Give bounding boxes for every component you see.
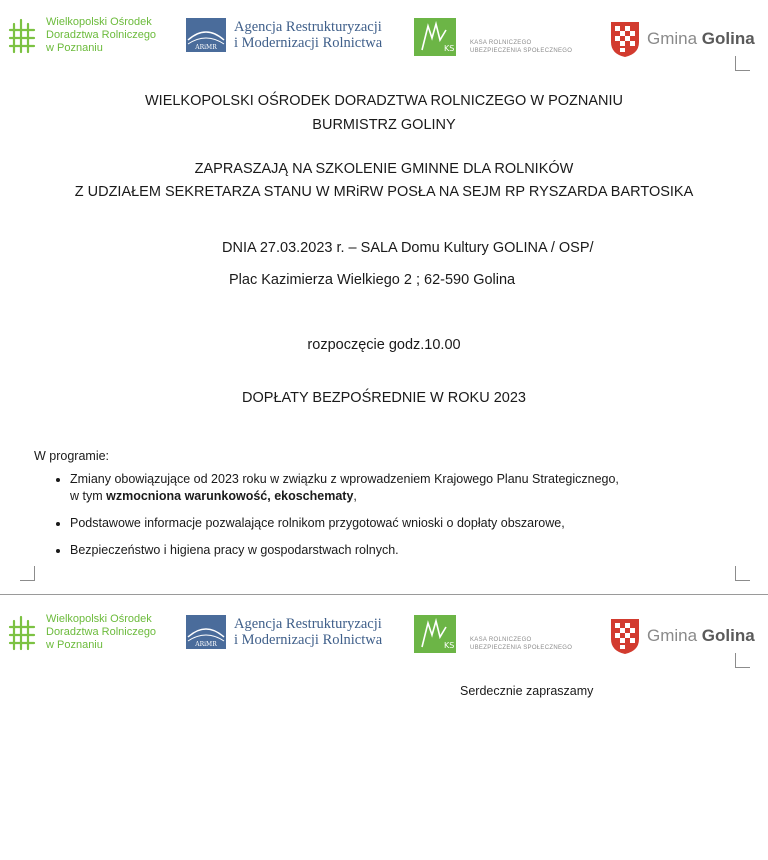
- svg-text:KS: KS: [444, 44, 455, 53]
- krus-logo: [414, 615, 572, 653]
- organizer-line: WIELKOPOLSKI OŚRODEK DORADZTWA ROLNICZEGO W POZNANIU: [144, 93, 624, 109]
- program-item-1a: Zmiany obowiązujące od 2023 roku w związku z wprowadzeniem Krajowego Planu Strategicznego,: [70, 472, 619, 486]
- golina-name: [647, 626, 755, 646]
- golina-name-bold: Golina: [701, 626, 755, 645]
- program-label: W programie:: [34, 449, 110, 463]
- wodr-line3: w Poznaniu: [46, 42, 103, 54]
- training-topic: DOPŁATY BEZPOŚREDNIE W ROKU 2023: [242, 390, 526, 406]
- page-divider: [0, 594, 768, 595]
- arimr-emblem-icon: [186, 615, 226, 649]
- wodr-line1: Wielkopolski Ośrodek: [46, 613, 152, 625]
- arimr-line2: i Modernizacji Rolnictwa: [234, 35, 383, 51]
- golina-coat-of-arms-icon: [609, 617, 641, 655]
- wodr-logo: [8, 16, 156, 55]
- program-item-2: Podstawowe informacje pozwalające rolnikom przygotować wnioski o dopłaty obszarowe,: [70, 516, 565, 530]
- event-date-venue: DNIA 27.03.2023 r. – SALA Domu Kultury GOLINA / OSP/: [222, 240, 594, 256]
- golina-coat-of-arms-icon: [609, 20, 641, 58]
- svg-text:ARiMR: ARiMR: [195, 44, 217, 51]
- krus-line2: UBEZPIECZENIA SPOŁECZNEGO: [470, 48, 573, 54]
- organizer-line: BURMISTRZ GOLINY: [312, 117, 456, 133]
- crop-mark: [735, 566, 750, 581]
- invitation-line: ZAPRASZAJĄ NA SZKOLENIE GMINNE DLA ROLNIKÓW: [194, 161, 574, 177]
- logo-bar-bottom: [0, 607, 768, 667]
- arimr-line2: i Modernizacji Rolnictwa: [234, 632, 383, 648]
- program-item-1-bold: wzmocniona warunkowość, ekoschematy: [106, 489, 354, 503]
- svg-text:KS: KS: [444, 641, 455, 650]
- arimr-line1: Agencja Restrukturyzacji: [234, 19, 382, 35]
- krus-emblem-icon: [414, 615, 456, 653]
- start-time: rozpoczęcie godz.10.00: [307, 337, 461, 353]
- wodr-logo: [8, 613, 156, 652]
- crop-mark: [20, 566, 35, 581]
- golina-name: [647, 29, 755, 49]
- krus-line1: KASA ROLNICZEGO: [470, 637, 532, 643]
- wodr-line2: Doradztwa Rolniczego: [46, 626, 157, 638]
- krus-emblem-icon: [414, 18, 456, 56]
- crop-mark: [735, 653, 750, 668]
- svg-text:ARiMR: ARiMR: [195, 641, 217, 648]
- event-address: Plac Kazimierza Wielkiego 2 ; 62-590 Golina: [229, 272, 516, 288]
- crop-mark: [735, 56, 750, 71]
- wheat-icon: [8, 18, 40, 54]
- wodr-line1: Wielkopolski Ośrodek: [46, 16, 152, 28]
- program-item-3: Bezpieczeństwo i higiena pracy w gospodarstwach rolnych.: [70, 543, 399, 557]
- golina-name-light: Gmina: [647, 29, 702, 48]
- arimr-logo: [186, 18, 382, 52]
- closing-greeting: Serdecznie zapraszamy: [460, 684, 594, 698]
- golina-logo: [609, 20, 755, 58]
- golina-name-light: Gmina: [647, 626, 702, 645]
- program-item-1c: ,: [353, 489, 357, 503]
- krus-line2: UBEZPIECZENIA SPOŁECZNEGO: [470, 645, 573, 651]
- wodr-line3: w Poznaniu: [46, 639, 103, 651]
- arimr-emblem-icon: [186, 18, 226, 52]
- program-item-1b: w tym: [70, 489, 107, 503]
- krus-line1: KASA ROLNICZEGO: [470, 40, 532, 46]
- arimr-line1: Agencja Restrukturyzacji: [234, 616, 382, 632]
- program-list: [34, 471, 710, 569]
- wheat-icon: [8, 615, 40, 651]
- golina-name-bold: Golina: [701, 29, 755, 48]
- list-item: [70, 471, 710, 505]
- wodr-line2: Doradztwa Rolniczego: [46, 29, 157, 41]
- list-item: [70, 542, 710, 559]
- logo-bar-top: [0, 10, 768, 70]
- invitation-line: Z UDZIAŁEM SEKRETARZA STANU W MRiRW POSŁA NA SEJM RP RYSZARDA BARTOSIKA: [74, 184, 694, 200]
- arimr-logo: [186, 615, 382, 649]
- list-item: [70, 515, 710, 532]
- golina-logo: [609, 617, 755, 655]
- krus-logo: [414, 18, 572, 56]
